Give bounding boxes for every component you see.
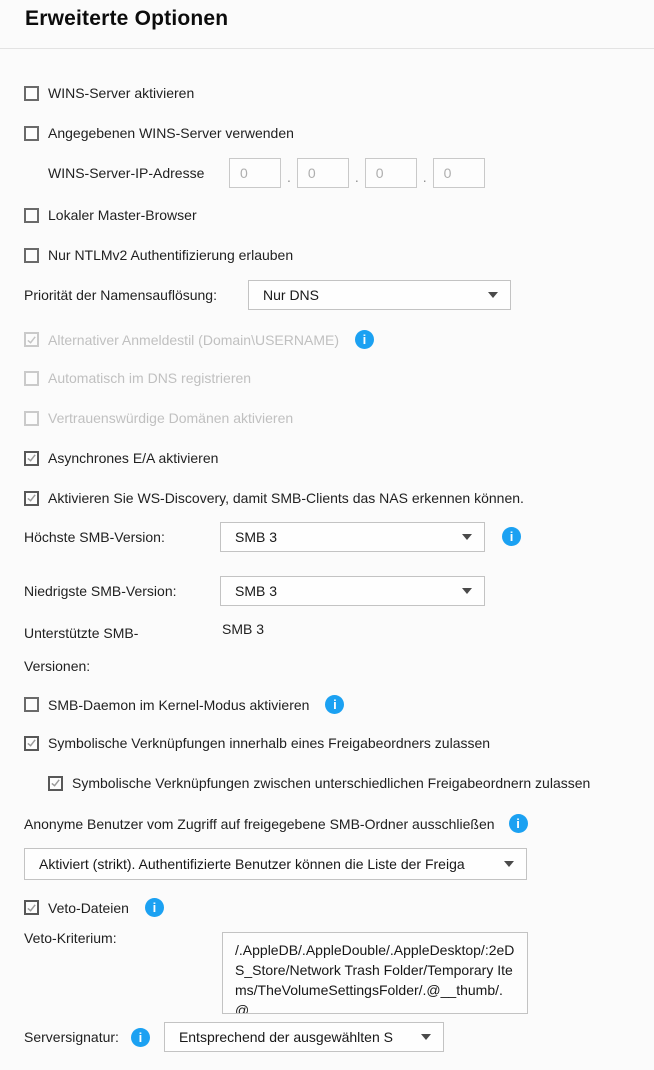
row-wins-use-specified <box>24 125 294 141</box>
ip-separator: . <box>287 169 291 185</box>
anonymous-restrict-value: Aktiviert (strikt). Authentifizierte Benutzer können die Liste der Freiga <box>39 856 465 872</box>
anonymous-restrict-select[interactable] <box>24 848 527 880</box>
wins-ip-label: WINS-Server-IP-Adresse <box>48 165 205 181</box>
info-icon[interactable] <box>509 814 528 833</box>
wins-use-specified-label: Angegebenen WINS-Server verwenden <box>48 125 294 141</box>
row-kernel-smb <box>24 695 344 714</box>
smb-supported-value: SMB 3 <box>222 621 265 637</box>
kernel-smb-label: SMB-Daemon im Kernel-Modus aktivieren <box>48 696 310 713</box>
name-resolution-label: Priorität der Namensauflösung: <box>24 287 217 303</box>
async-io-checkbox[interactable] <box>24 451 39 466</box>
info-icon[interactable] <box>145 898 164 917</box>
row-anonymous-restrict <box>24 814 528 833</box>
info-glyph: i <box>516 816 520 831</box>
row-alt-login-style <box>24 330 374 349</box>
row-server-signature <box>24 1022 444 1052</box>
veto-criteria-label: Veto-Kriterium: <box>24 930 117 946</box>
check-icon <box>50 777 61 789</box>
ws-discovery-checkbox[interactable] <box>24 491 39 506</box>
wins-ip-octet-4[interactable] <box>433 158 485 188</box>
row-local-master-browser <box>24 207 197 223</box>
wins-enable-checkbox[interactable] <box>24 86 39 101</box>
row-wins-enable <box>24 85 194 101</box>
wins-enable-label: WINS-Server aktivieren <box>48 85 195 101</box>
smb-min-select[interactable] <box>220 576 485 606</box>
anonymous-restrict-label: Anonyme Benutzer vom Zugriff auf freigegebene SMB-Ordner ausschließen <box>24 815 495 832</box>
check-icon <box>26 902 37 914</box>
async-io-label: Asynchrones E/A aktivieren <box>48 450 219 466</box>
veto-files-checkbox[interactable] <box>24 900 39 915</box>
check-icon <box>26 492 37 504</box>
row-trusted-domains <box>24 410 293 426</box>
smb-max-value: SMB 3 <box>235 529 278 545</box>
name-resolution-label-row <box>24 280 217 310</box>
check-icon <box>26 334 37 346</box>
ntlmv2-only-label: Nur NTLMv2 Authentifizierung erlauben <box>48 247 294 263</box>
alt-login-style-label: Alternativer Anmeldestil (Domain\USERNAME) <box>48 331 339 348</box>
info-icon[interactable] <box>355 330 374 349</box>
kernel-smb-checkbox[interactable] <box>24 697 39 712</box>
smb-min-value: SMB 3 <box>235 583 278 599</box>
ntlmv2-only-checkbox[interactable] <box>24 248 39 263</box>
ip-separator: . <box>422 169 427 185</box>
row-wins-ip <box>48 158 204 188</box>
check-icon <box>26 737 37 749</box>
info-icon[interactable] <box>502 527 521 546</box>
smb-min-label-row <box>24 576 177 606</box>
smb-supported-label: Unterstützte SMB-Versionen: <box>24 625 139 674</box>
chevron-down-icon <box>504 861 514 867</box>
row-auto-dns-register <box>24 370 251 386</box>
info-glyph: i <box>138 1029 143 1045</box>
smb-min-label: Niedrigste SMB-Version: <box>24 583 177 599</box>
page-title: Erweiterte Optionen <box>25 7 229 30</box>
auto-dns-register-label: Automatisch im DNS registrieren <box>48 370 252 386</box>
info-glyph: i <box>509 529 514 544</box>
chevron-down-icon <box>462 588 472 594</box>
trusted-domains-label: Vertrauenswürdige Domänen aktivieren <box>48 410 294 426</box>
veto-criteria-textarea[interactable] <box>222 932 528 1014</box>
symlink-within-label: Symbolische Verknüpfungen innerhalb eines Freigabeordners zulassen <box>48 735 491 751</box>
row-ntlmv2-only <box>24 247 293 263</box>
wins-ip-octet-1[interactable] <box>229 158 281 188</box>
chevron-down-icon <box>462 534 472 540</box>
local-master-browser-checkbox[interactable] <box>24 208 39 223</box>
alt-login-style-checkbox <box>24 332 39 347</box>
name-resolution-select[interactable] <box>248 280 511 310</box>
wins-use-specified-checkbox[interactable] <box>24 126 39 141</box>
symlink-across-checkbox[interactable] <box>48 776 63 791</box>
local-master-browser-label: Lokaler Master-Browser <box>48 207 197 223</box>
row-symlink-across <box>48 775 590 791</box>
chevron-down-icon <box>421 1034 431 1040</box>
symlink-across-label: Symbolische Verknüpfungen zwischen unterschiedlichen Freigabeordnern zulassen <box>72 775 591 791</box>
chevron-down-icon <box>488 292 498 298</box>
info-glyph: i <box>362 332 367 347</box>
row-ws-discovery <box>24 490 524 506</box>
row-async-io <box>24 450 218 466</box>
veto-files-label: Veto-Dateien <box>48 899 129 916</box>
header-divider <box>0 48 654 49</box>
wins-ip-inputs <box>229 158 485 188</box>
info-glyph: i <box>152 900 157 915</box>
wins-ip-octet-2[interactable] <box>297 158 349 188</box>
symlink-within-checkbox[interactable] <box>24 736 39 751</box>
ip-separator: . <box>354 169 359 185</box>
row-veto-files <box>24 898 164 917</box>
row-symlink-within <box>24 735 490 751</box>
trusted-domains-checkbox <box>24 411 39 426</box>
server-signature-value: Entsprechend der ausgewählten S <box>178 1029 393 1045</box>
wins-ip-octet-3[interactable] <box>365 158 417 188</box>
info-icon[interactable] <box>131 1028 150 1047</box>
smb-max-select[interactable] <box>220 522 485 552</box>
check-icon <box>26 452 37 464</box>
smb-max-label-row <box>24 522 165 552</box>
info-icon[interactable] <box>325 695 344 714</box>
name-resolution-value: Nur DNS <box>263 287 320 303</box>
auto-dns-register-checkbox <box>24 371 39 386</box>
smb-max-label: Höchste SMB-Version: <box>24 529 165 545</box>
server-signature-select[interactable] <box>164 1022 444 1052</box>
server-signature-label: Serversignatur: <box>24 1029 119 1045</box>
ws-discovery-label: Aktivieren Sie WS-Discovery, damit SMB-Clients das NAS erkennen können. <box>48 490 524 506</box>
info-glyph: i <box>333 697 337 712</box>
